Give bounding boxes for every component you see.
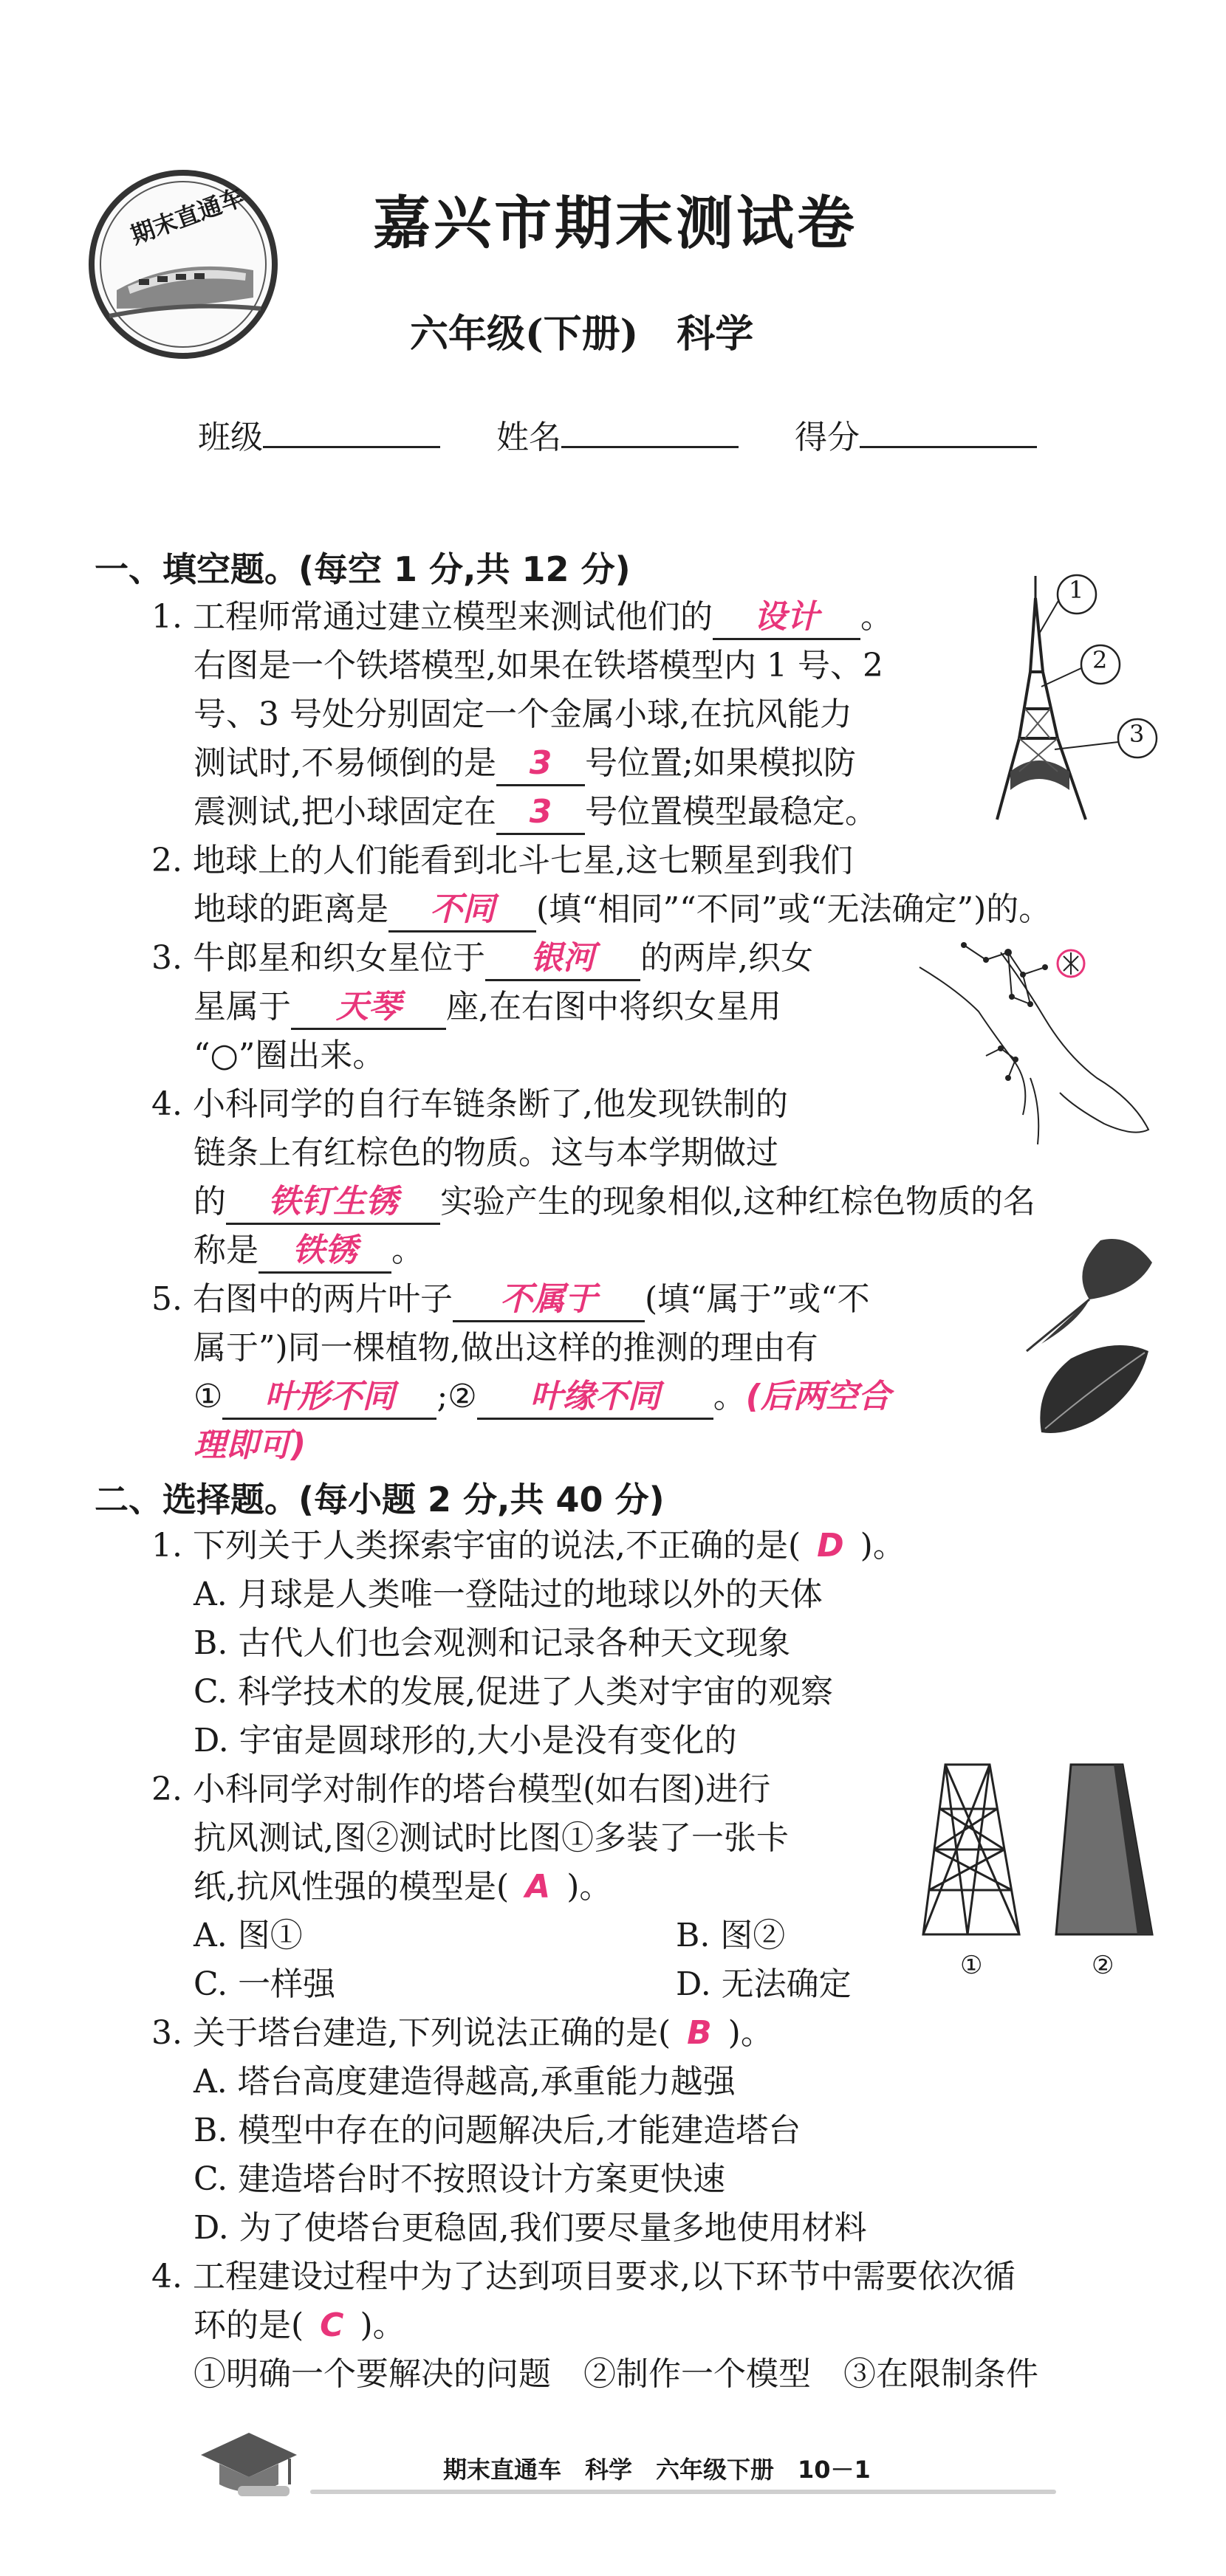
s1-q2-line1: 2. 地球上的人们能看到北斗七星,这七颗星到我们 bbox=[151, 842, 853, 879]
s2-q3-option-d: D. 为了使塔台更稳固,我们要尽量多地使用材料 bbox=[194, 2209, 867, 2247]
answer-note-line2: 理即可) bbox=[194, 1426, 306, 1464]
s2-q1-option-c: C. 科学技术的发展,促进了人类对宇宙的观察 bbox=[194, 1673, 834, 1711]
choice-answer: C bbox=[320, 2307, 344, 2344]
s2-q2-line1: 2. 小科同学对制作的塔台模型(如右图)进行 bbox=[151, 1770, 771, 1808]
s1-q1-line3: 号、3 号处分别固定一个金属小球,在抗风能力 bbox=[194, 695, 852, 733]
exam-title: 嘉兴市期末测试卷 bbox=[373, 190, 858, 257]
tower-models-figure bbox=[916, 1757, 1167, 1993]
s2-q2-line2: 抗风测试,图②测试时比图①多装了一张卡 bbox=[194, 1819, 789, 1857]
score-field[interactable] bbox=[860, 416, 1037, 448]
s1-q2-line2: 地球的距离是 不同 (填“相同”“不同”或“无法确定”)的。 bbox=[194, 885, 1051, 934]
choice-answer: A bbox=[525, 1868, 551, 1906]
graduation-cap-icon bbox=[194, 2425, 304, 2499]
s2-q1-option-b: B. 古代人们也会观测和记录各种天文现象 bbox=[194, 1624, 791, 1662]
footer-text: 期末直通车 科学 六年级下册 10－1 bbox=[443, 2456, 871, 2484]
exam-subtitle: 六年级(下册) 科学 bbox=[410, 312, 754, 357]
s2-q2-line3: 纸,抗风性强的模型是( A )。 bbox=[194, 1868, 612, 1906]
s1-q5-line1: 5. 右图中的两片叶子 不属于 (填“属于”或“不 bbox=[151, 1275, 870, 1324]
s1-q3-line3: “○”圈出来。 bbox=[194, 1037, 386, 1074]
student-info-row bbox=[198, 413, 1037, 462]
s2-q4-line1: 4. 工程建设过程中为了达到项目要求,以下环节中需要依次循 bbox=[151, 2258, 1016, 2295]
class-label: 班级 bbox=[198, 419, 263, 456]
s2-q2-option-a: A. 图① bbox=[194, 1917, 303, 1954]
answer-blank: 叶形不同 bbox=[264, 1378, 395, 1415]
tower-model-label-2: ② bbox=[1092, 1951, 1114, 1980]
answer-blank: 叶缘不同 bbox=[530, 1378, 660, 1415]
s1-q4-line1: 4. 小科同学的自行车链条断了,他发现铁制的 bbox=[151, 1085, 788, 1123]
leaves-icon bbox=[1012, 1226, 1160, 1440]
s1-q4-line4: 称是 铁锈 。 bbox=[194, 1226, 424, 1275]
s1-q1-line2: 右图是一个铁塔模型,如果在铁塔模型内 1 号、2 bbox=[194, 647, 883, 684]
name-label: 姓名 bbox=[496, 419, 561, 456]
star-map-figure bbox=[912, 930, 1163, 1152]
answer-blank: 银河 bbox=[530, 939, 595, 977]
s2-q3-option-c: C. 建造塔台时不按照设计方案更快速 bbox=[194, 2160, 726, 2198]
logo-text: 期末直通车 bbox=[127, 182, 248, 250]
s2-q1-stem: 1. 下列关于人类探索宇宙的说法,不正确的是( D )。 bbox=[151, 1527, 905, 1565]
tower-label-1: 1 bbox=[1069, 576, 1084, 604]
answer-blank: 3 bbox=[529, 793, 552, 831]
answer-blank: 不属于 bbox=[499, 1280, 597, 1318]
s1-q4-line2: 链条上有红棕色的物质。这与本学期做过 bbox=[194, 1134, 778, 1172]
s1-q5-line2: 属于”)同一棵植物,做出这样的推测的理由有 bbox=[194, 1329, 818, 1367]
s2-q1-option-a: A. 月球是人类唯一登陆过的地球以外的天体 bbox=[194, 1576, 823, 1613]
choice-answer: D bbox=[817, 1527, 844, 1565]
s1-q1-line5: 震测试,把小球固定在 3 号位置模型最稳定。 bbox=[194, 788, 877, 837]
class-field[interactable] bbox=[263, 416, 440, 448]
tower-label-2: 2 bbox=[1092, 646, 1108, 674]
s1-q4-line3: 的 铁钉生锈 实验产生的现象相似,这种红棕色物质的名 bbox=[194, 1178, 1035, 1226]
s1-q3-line1: 3. 牛郎星和织女星位于 银河 的两岸,织女 bbox=[151, 934, 813, 983]
footer-icon bbox=[194, 2425, 304, 2499]
s1-q3-line2: 星属于 天琴 座,在右图中将织女星用 bbox=[194, 983, 781, 1031]
s1-q5-line3: ① 叶形不同 ;② 叶缘不同 。(后两空合 bbox=[194, 1373, 891, 1421]
s2-q3-option-a: A. 塔台高度建造得越高,承重能力越强 bbox=[194, 2063, 736, 2101]
footer-rule bbox=[310, 2490, 1056, 2494]
s2-q1-option-d: D. 宇宙是圆球形的,大小是没有变化的 bbox=[194, 1722, 737, 1759]
constellation-map-icon bbox=[912, 930, 1163, 1152]
answer-blank: 铁锈 bbox=[292, 1232, 357, 1269]
s2-q3-option-b: B. 模型中存在的问题解决后,才能建造塔台 bbox=[194, 2112, 801, 2149]
section2-heading: 二、选择题。(每小题 2 分,共 40 分) bbox=[95, 1480, 665, 1519]
s2-q3-stem: 3. 关于塔台建造,下列说法正确的是( B )。 bbox=[151, 2014, 773, 2052]
s2-q2-option-b: B. 图② bbox=[676, 1917, 786, 1954]
section1-heading: 一、填空题。(每空 1 分,共 12 分) bbox=[95, 549, 631, 589]
score-label: 得分 bbox=[795, 419, 860, 456]
tower-models-icon bbox=[916, 1757, 1167, 1993]
s2-q4-line3: ①明确一个要解决的问题 ②制作一个模型 ③在限制条件 bbox=[194, 2355, 1038, 2393]
logo-badge bbox=[87, 168, 279, 360]
s1-q1-line1: 1. 工程师常通过建立模型来测试他们的 设计 。 bbox=[151, 593, 893, 642]
tower-model-label-1: ① bbox=[960, 1951, 983, 1980]
leaves-figure bbox=[1012, 1226, 1160, 1440]
name-field[interactable] bbox=[561, 416, 739, 448]
answer-blank: 不同 bbox=[430, 890, 495, 928]
answer-blank: 铁钉生锈 bbox=[268, 1183, 398, 1220]
eiffel-tower-icon bbox=[990, 569, 1174, 834]
s2-q4-line2: 环的是( C )。 bbox=[194, 2307, 405, 2344]
answer-blank: 设计 bbox=[753, 598, 819, 636]
choice-answer: B bbox=[687, 2014, 712, 2052]
answer-note: (后两空合 bbox=[745, 1378, 891, 1415]
tower-label-3: 3 bbox=[1129, 720, 1145, 748]
s2-q2-option-c: C. 一样强 bbox=[194, 1965, 336, 2003]
s1-q1-line4: 测试时,不易倾倒的是 3 号位置;如果模拟防 bbox=[194, 739, 856, 788]
answer-blank: 3 bbox=[529, 744, 552, 782]
tower-figure bbox=[990, 569, 1174, 834]
answer-blank: 天琴 bbox=[336, 988, 401, 1026]
s2-q2-option-d: D. 无法确定 bbox=[676, 1965, 852, 2003]
